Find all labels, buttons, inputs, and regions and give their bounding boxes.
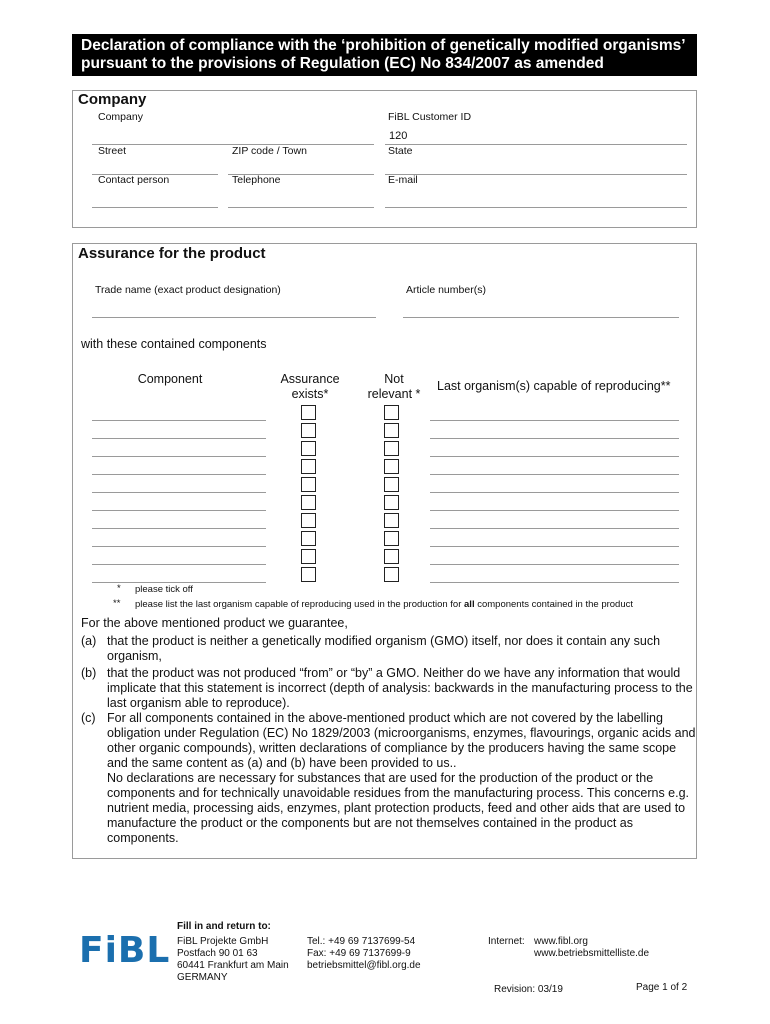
last-organism-field[interactable] — [430, 474, 679, 475]
state-label: State — [388, 145, 413, 157]
assurance-checkbox[interactable] — [301, 477, 316, 492]
telephone-field[interactable] — [228, 207, 374, 208]
last-organism-field[interactable] — [430, 420, 679, 421]
not-relevant-checkbox[interactable] — [384, 423, 399, 438]
assurance-checkbox[interactable] — [301, 513, 316, 528]
contact-field[interactable] — [92, 207, 218, 208]
last-organism-field[interactable] — [430, 564, 679, 565]
not-relevant-checkbox[interactable] — [384, 405, 399, 420]
clause-c-continued — [107, 771, 697, 846]
return-heading: Fill in and return to: — [177, 921, 271, 932]
last-organism-field[interactable] — [430, 510, 679, 511]
component-field[interactable] — [92, 510, 266, 511]
org-name: FiBL Projekte GmbH — [177, 936, 269, 947]
clause-c-mark: (c) — [81, 711, 96, 725]
last-organism-field[interactable] — [430, 528, 679, 529]
internet-label: Internet: — [488, 936, 525, 947]
assurance-checkbox[interactable] — [301, 405, 316, 420]
title-line-2: pursuant to the provisions of Regulation (EC) No 834/2007 as amended — [81, 55, 604, 72]
assurance-checkbox[interactable] — [301, 459, 316, 474]
col-not-relevant-line1: Not — [384, 372, 404, 386]
col-not-relevant-line2: relevant * — [367, 387, 421, 401]
note-star2-bold: all — [464, 599, 475, 610]
title-line-1: Declaration of compliance with the ‘prohibition of genetically modified organisms’ — [81, 37, 686, 54]
country: GERMANY — [177, 972, 228, 983]
web-link-2[interactable]: www.betriebsmittelliste.de — [534, 948, 650, 959]
clause-b-mark: (b) — [81, 666, 97, 680]
not-relevant-checkbox[interactable] — [384, 567, 399, 582]
postfach: Postfach 90 01 63 — [177, 948, 258, 959]
return-address — [177, 936, 289, 984]
revision: Revision: 03/19 — [494, 984, 563, 995]
street-label: Street — [98, 145, 127, 157]
tel: Tel.: +49 69 7137699-54 — [307, 936, 416, 947]
clause-c-text2: No declarations are necessary for substances that are used for the production of the product or the components and for technically unavoidable residues from the manufacturing process. This concerns e.g. nutrient media, processing aids, enzymes, plant protection products, feed and other aids that are used to manufacture the product or the components but are not themselves contained in the product as components. — [107, 771, 690, 845]
assurance-checkbox[interactable] — [301, 567, 316, 582]
last-organism-field[interactable] — [430, 438, 679, 439]
not-relevant-checkbox[interactable] — [384, 531, 399, 546]
state-field[interactable] — [385, 174, 687, 175]
assurance-checkbox[interactable] — [301, 531, 316, 546]
assurance-checkbox[interactable] — [301, 495, 316, 510]
col-assurance-line2: exists* — [291, 387, 329, 401]
component-field[interactable] — [92, 492, 266, 493]
last-organism-field[interactable] — [430, 492, 679, 493]
not-relevant-checkbox[interactable] — [384, 513, 399, 528]
not-relevant-checkbox[interactable] — [384, 477, 399, 492]
clause-a-text: that the product is neither a genetically modified organism (GMO) itself, nor does it contain any such organism, — [107, 634, 661, 663]
clause-c-text: For all components contained in the above-mentioned product which are not covered by the labelling obligation under Regulation (EC) No 1829/2003 (microorganisms, enzymes, flavourings, organic acids and other organic compounds), written declarations of compliance by the producers having the same scope and the same content as (a) and (b) have been provided to us.. — [107, 711, 696, 770]
telephone-label: Telephone — [232, 174, 281, 186]
col-not-relevant — [358, 372, 430, 402]
customer-id-field[interactable] — [385, 144, 687, 145]
trade-name-field[interactable] — [92, 317, 376, 318]
component-field[interactable] — [92, 456, 266, 457]
article-number-label: Article number(s) — [406, 284, 486, 296]
note-star1-mark: * — [117, 583, 121, 594]
not-relevant-checkbox[interactable] — [384, 441, 399, 456]
company-heading: Company — [78, 91, 147, 108]
web-link-1[interactable]: www.fibl.org — [534, 936, 588, 947]
components-intro: with these contained components — [81, 337, 267, 351]
fibl-logo: FiBL — [79, 930, 171, 971]
component-field[interactable] — [92, 528, 266, 529]
contact-label: Contact person — [98, 174, 170, 186]
note-star2-post: components contained in the product — [474, 599, 634, 610]
trade-name-label: Trade name (exact product designation) — [95, 284, 281, 296]
clause-b — [81, 666, 701, 714]
clause-c — [81, 711, 701, 773]
clause-a-mark: (a) — [81, 634, 97, 648]
fax: Fax: +49 69 7137699-9 — [307, 948, 411, 959]
note-star2-text — [135, 599, 633, 610]
last-organism-field[interactable] — [430, 456, 679, 457]
component-field[interactable] — [92, 474, 266, 475]
last-organism-field[interactable] — [430, 546, 679, 547]
col-last-organism: Last organism(s) capable of reproducing** — [437, 379, 671, 393]
document-title — [72, 34, 697, 76]
not-relevant-checkbox[interactable] — [384, 495, 399, 510]
not-relevant-checkbox[interactable] — [384, 549, 399, 564]
contact-block — [307, 936, 421, 972]
product-heading: Assurance for the product — [78, 245, 266, 262]
company-label: Company — [98, 111, 143, 123]
component-field[interactable] — [92, 546, 266, 547]
email-link[interactable]: betriebsmittel@fibl.org.de — [307, 960, 421, 971]
note-star2-mark: ** — [113, 598, 121, 609]
last-organism-field[interactable] — [430, 582, 679, 583]
article-number-field[interactable] — [403, 317, 679, 318]
component-field[interactable] — [92, 564, 266, 565]
email-label: E-mail — [388, 174, 418, 186]
customer-id-value[interactable]: 120 — [389, 130, 408, 142]
note-star1-text: please tick off — [135, 584, 193, 595]
city: 60441 Frankfurt am Main — [177, 960, 289, 971]
col-component: Component — [137, 372, 203, 386]
col-assurance-line1: Assurance — [280, 372, 340, 386]
component-field[interactable] — [92, 420, 266, 421]
assurance-checkbox[interactable] — [301, 549, 316, 564]
email-field[interactable] — [385, 207, 687, 208]
guarantee-intro: For the above mentioned product we guarantee, — [81, 616, 348, 630]
clause-a — [81, 634, 701, 666]
note-star2-pre: please list the last organism capable of reproducing used in the production for — [135, 599, 465, 610]
assurance-checkbox[interactable] — [301, 441, 316, 456]
page-number: Page 1 of 2 — [636, 982, 688, 993]
col-assurance — [270, 372, 350, 402]
assurance-checkbox[interactable] — [301, 423, 316, 438]
web-block — [534, 936, 649, 960]
customer-id-label: FiBL Customer ID — [388, 111, 472, 123]
zip-label: ZIP code / Town — [232, 145, 307, 157]
clause-b-text: that the product was not produced “from” or “by” a GMO. Neither do we have any information that would implicate that this statement is incorrect (depth of analysis: backwards in the manufacturing process to the last organism able to reproduce). — [107, 666, 693, 710]
not-relevant-checkbox[interactable] — [384, 459, 399, 474]
component-field[interactable] — [92, 438, 266, 439]
